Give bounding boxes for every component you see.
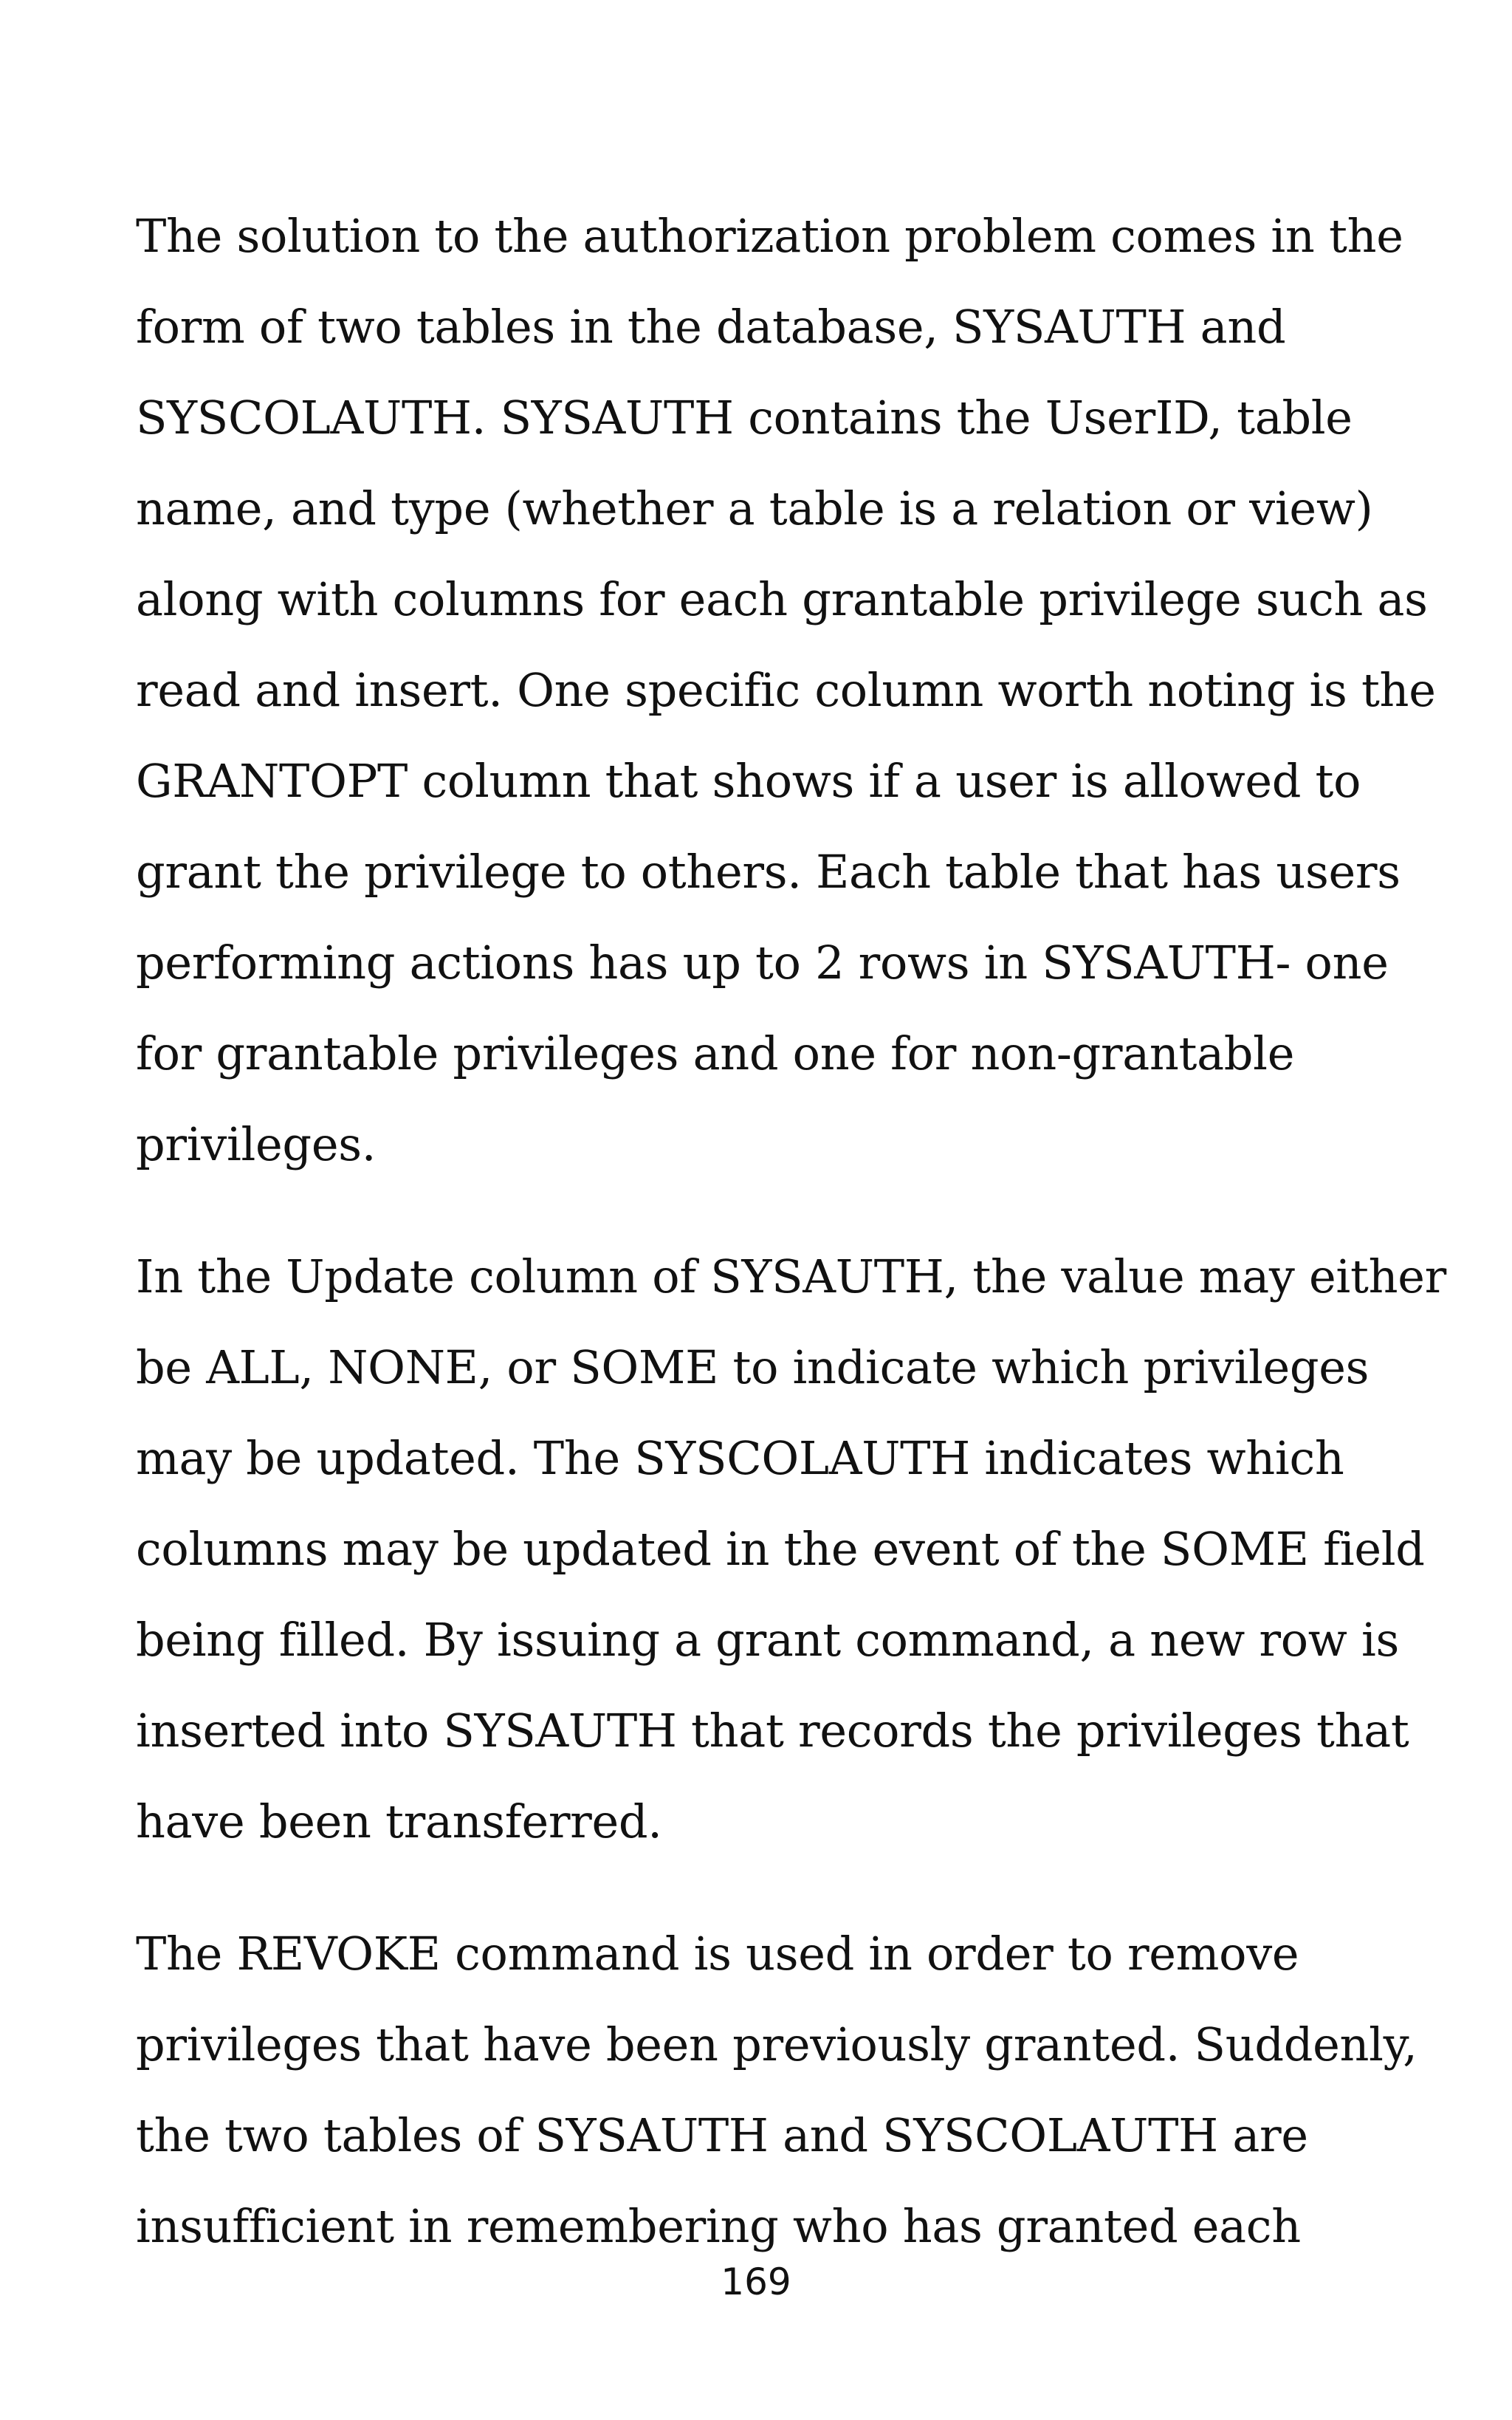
- text-line: name, and type (whether a table is a relation or view): [136, 481, 1373, 535]
- text-line: The REVOKE command is used in order to remove: [136, 1927, 1299, 1981]
- text-line: be ALL, NONE, or SOME to indicate which privileges: [136, 1340, 1370, 1394]
- text-line: for grantable privileges and one for non-grantable: [136, 1026, 1295, 1080]
- paragraph-revoke-command: [136, 1908, 1418, 2272]
- text-line: read and insert. One specific column worth noting is the: [136, 663, 1436, 717]
- text-line: being filled. By issuing a grant command, a new row is: [136, 1613, 1400, 1667]
- text-line: the two tables of SYSAUTH and SYSCOLAUTH are: [136, 2108, 1308, 2162]
- text-line: privileges that have been previously granted. Suddenly,: [136, 2018, 1418, 2071]
- text-line: GRANTOPT column that shows if a user is allowed to: [136, 754, 1361, 808]
- paragraph-sysauth-intro: [136, 191, 1436, 1190]
- text-line: along with columns for each grantable privilege such as: [136, 572, 1428, 626]
- text-line: may be updated. The SYSCOLAUTH indicates which: [136, 1431, 1344, 1485]
- text-line: columns may be updated in the event of the SOME field: [136, 1522, 1425, 1576]
- paragraph-update-column: [136, 1231, 1446, 1867]
- text-line: form of two tables in the database, SYSAUTH and: [136, 300, 1286, 354]
- text-line: privileges.: [136, 1117, 377, 1171]
- text-line: SYSCOLAUTH. SYSAUTH contains the UserID, table: [136, 391, 1353, 445]
- text-line: performing actions has up to 2 rows in SYSAUTH- one: [136, 936, 1389, 990]
- text-line: In the Update column of SYSAUTH, the value may either: [136, 1250, 1446, 1303]
- text-line: The solution to the authorization problem comes in the: [136, 209, 1403, 263]
- text-line: have been transferred.: [136, 1795, 662, 1848]
- text-line: inserted into SYSAUTH that records the privileges that: [136, 1704, 1409, 1758]
- text-line: insufficient in remembering who has granted each: [136, 2199, 1301, 2253]
- page-number: 169: [721, 2260, 791, 2303]
- body-text: [136, 191, 1446, 2313]
- text-line: grant the privilege to others. Each table that has users: [136, 845, 1401, 899]
